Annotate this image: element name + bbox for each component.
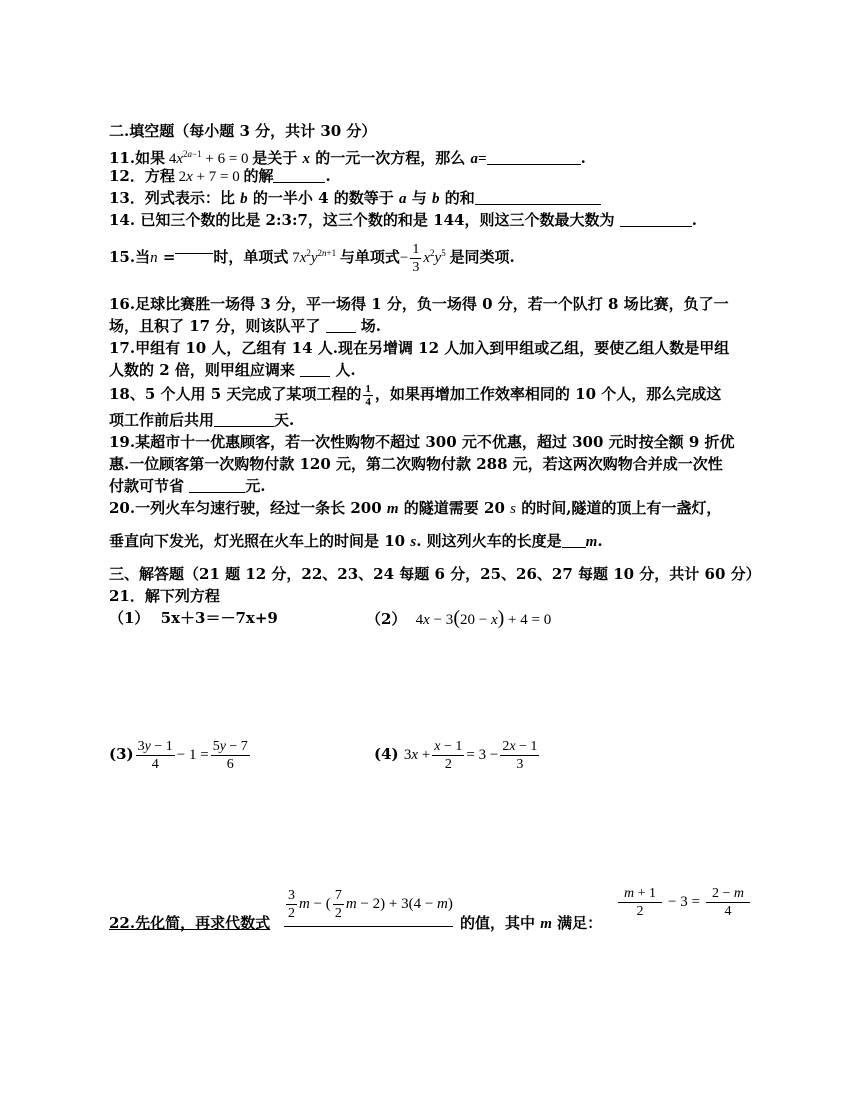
question-20-line1 <box>109 497 721 520</box>
q11-text2: 的一元一次方程，那么 <box>315 149 466 167</box>
q21-part4 <box>374 733 541 775</box>
q11-answer-label: a= <box>470 151 487 167</box>
q12-end: . <box>325 167 331 185</box>
q13-var-b: b <box>240 191 248 207</box>
q13-var-a: a <box>398 191 407 207</box>
q15-text2: 与单项式 <box>339 248 400 266</box>
question-15 <box>109 236 515 275</box>
q13-text-a: 13．列式表示：比 <box>109 189 235 207</box>
question-17-line2 <box>109 359 356 381</box>
question-21-title: 21．解下列方程 <box>109 587 220 605</box>
q20-text-e: . 则这列火车的长度是 <box>416 532 562 550</box>
q13-answer-blank[interactable] <box>475 190 601 205</box>
question-13 <box>109 187 601 210</box>
question-18-line1 <box>109 381 721 411</box>
q15-equals: = <box>162 248 176 266</box>
q22-frac-7-2: $\frac{7}{2}$ <box>334 887 342 921</box>
q15-answer-blank[interactable] <box>175 239 213 254</box>
q22-prefix: 22.先化简，再求代数式 <box>109 914 271 932</box>
q15-text3: 是同类项. <box>449 248 515 266</box>
q11-end: . <box>580 149 586 167</box>
q20-unit-m2: m <box>585 534 598 550</box>
q15-fraction: $\frac{1}{3}$ <box>412 241 420 275</box>
q21-p2-label: （2） <box>366 610 407 628</box>
q21-p4-frac-left: $\frac{x - 1}{2}$ <box>434 738 463 772</box>
q22-cond-frac-left: $\frac{m + 1}{2}$ <box>618 885 662 920</box>
q18-fraction <box>363 383 373 408</box>
q20-answer-blank[interactable] <box>562 533 586 548</box>
q21-p3-label: (3) <box>109 745 134 763</box>
q22-cond-frac-right: $\frac{2 - m}{4}$ <box>706 885 750 920</box>
q17-end: 人. <box>335 361 356 379</box>
q12-equation: 2x + 7 = 0 <box>174 169 244 185</box>
question-14 <box>109 209 697 231</box>
q21-p3-minus: − 1 = <box>176 747 209 763</box>
q11-answer-blank[interactable] <box>487 150 581 165</box>
q21-part1 <box>109 607 278 629</box>
q20-text-a: 20.一列火车匀速行驶，经过一条长 200 <box>109 499 382 517</box>
q14-end: . <box>691 211 697 229</box>
question-16-line2 <box>109 315 381 337</box>
q14-text: 14. 已知三个数的比是 2:3:7，这三个数的和是 144，则这三个数最大数为 <box>109 211 615 229</box>
q21-p4-label: (4) <box>374 745 399 763</box>
q13-text-d: 的和 <box>444 189 475 207</box>
q20-text-b: 的隧道需要 20 <box>403 499 505 517</box>
q21-p1-label: （1） <box>109 609 150 627</box>
q22-expression <box>284 882 453 927</box>
q15-text1: 时，单项式 <box>213 248 289 266</box>
q21-part2 <box>366 607 551 631</box>
q20-end: . <box>597 532 603 550</box>
q22-text: 的值，其中 <box>460 914 536 932</box>
q22-frac-3-2: $\frac{3}{2}$ <box>288 887 295 921</box>
q18-end: 天. <box>274 411 295 429</box>
q21-p4-frac-right: $\frac{2x - 1}{3}$ <box>502 738 538 772</box>
q11-text: 是关于 <box>252 149 298 167</box>
q17-answer-blank[interactable] <box>300 362 330 377</box>
q15-monomial-2b: $x^2y^5$ <box>423 248 446 266</box>
q20-unit-s2: s <box>410 534 417 550</box>
q12-answer-blank[interactable] <box>273 168 325 183</box>
q17-text: 人数的 2 倍，则甲组应调来 <box>109 361 295 379</box>
q11-prefix: 11.如果 <box>109 149 166 167</box>
q18-text-post: ，如果再增加工作效率相同的 10 个人，那么完成这 <box>374 385 722 403</box>
question-19-line2: 惠.一位顾客第一次购物付款 120 元，第二次购物付款 288 元，若这两次购物合并成一次性 <box>109 455 723 473</box>
q22-expr-b: m − 2) + 3(4 − m) <box>345 895 453 912</box>
q21-p2-equation: 4x − 3(20 − x) + 4 = 0 <box>415 607 552 629</box>
q22-cond-mid: − 3 = <box>668 893 700 910</box>
q16-text: 场，且积了 17 分，则该队平了 <box>109 317 321 335</box>
q20-text-c: 的时间,隧道的顶上有一盏灯， <box>521 499 722 517</box>
q18-frac-den: 4 <box>365 395 371 408</box>
q16-end: 场. <box>360 317 382 335</box>
q21-p4-eq: = 3 − <box>466 747 499 763</box>
q15-var-n: n <box>150 250 158 266</box>
q20-unit-m: m <box>386 501 399 517</box>
q18-answer-blank[interactable] <box>214 412 274 427</box>
q15-monomial-1: $7x^2y^{2n+1}$ <box>288 248 337 266</box>
q15-monomial-2: − <box>399 250 409 266</box>
question-12 <box>109 165 331 188</box>
q21-p3-frac-left: $\frac{3y - 1}{4}$ <box>137 738 173 772</box>
q11-equation: $4x^{2a-1} + 6 = 0$ <box>165 149 253 167</box>
question-18-line2 <box>109 409 294 431</box>
q22-expr-a: m − ( <box>299 895 331 912</box>
q20-text-d: 垂直向下发光，灯光照在火车上的时间是 10 <box>109 532 406 550</box>
q19-answer-blank[interactable] <box>189 478 245 493</box>
q13-text-c: 与 <box>411 189 427 207</box>
q19-end: 元. <box>245 477 266 495</box>
question-16-line1: 16.足球比赛胜一场得 3 分，平一场得 1 分，负一场得 0 分，若一个队打 8 场比赛，负了一 <box>109 295 729 313</box>
q15-prefix: 15.当 <box>109 248 151 266</box>
q21-p3-frac-right: $\frac{5y - 7}{6}$ <box>212 738 248 772</box>
q11-var-x: x <box>302 151 311 167</box>
q22-condition-equation <box>616 880 752 924</box>
question-22 <box>109 912 270 934</box>
q16-answer-blank[interactable] <box>326 318 356 333</box>
q18-text2: 项工作前后共用 <box>109 411 215 429</box>
q19-text: 付款可节省 <box>109 477 185 495</box>
q18-frac-num: 1 <box>365 382 371 395</box>
q12-text: 的解 <box>243 167 274 185</box>
q18-text-pre: 18、5 个人用 5 天完成了某项工程的 <box>109 385 362 403</box>
q22-condition <box>460 912 602 935</box>
question-20-line2 <box>109 530 603 553</box>
section2-title: 二.填空题（每小题 3 分，共计 30 分） <box>109 122 377 140</box>
q12-prefix: 12．方程 <box>109 167 175 185</box>
q21-p4-3x: 3x + <box>403 747 431 763</box>
section3-title: 三、解答题（21 题 12 分，22、23、24 每题 6 分，25、26、27 每题 10 分，共计 60 分） <box>109 565 761 583</box>
q21-part3 <box>109 733 252 775</box>
question-17-line1: 17.甲组有 10 人，乙组有 14 人.现在另增调 12 人加入到甲组或乙组，要使乙组人数是甲组 <box>109 339 730 357</box>
q13-var-b2: b <box>431 191 440 207</box>
question-19-line1: 19.某超市十一优惠顾客，若一次性购物不超过 300 元不优惠，超过 300 元时按全额 9 折优 <box>109 433 735 451</box>
q21-p1-equation: 5x＋3＝－7x+9 <box>160 609 278 627</box>
q22-var-m: m <box>540 916 552 932</box>
q22-text2: 满足： <box>557 914 603 932</box>
q14-answer-blank[interactable] <box>620 212 692 227</box>
q20-unit-s: s <box>510 501 516 517</box>
q13-text-b: 的一半小 4 的数等于 <box>252 189 394 207</box>
question-19-line3 <box>109 475 265 497</box>
